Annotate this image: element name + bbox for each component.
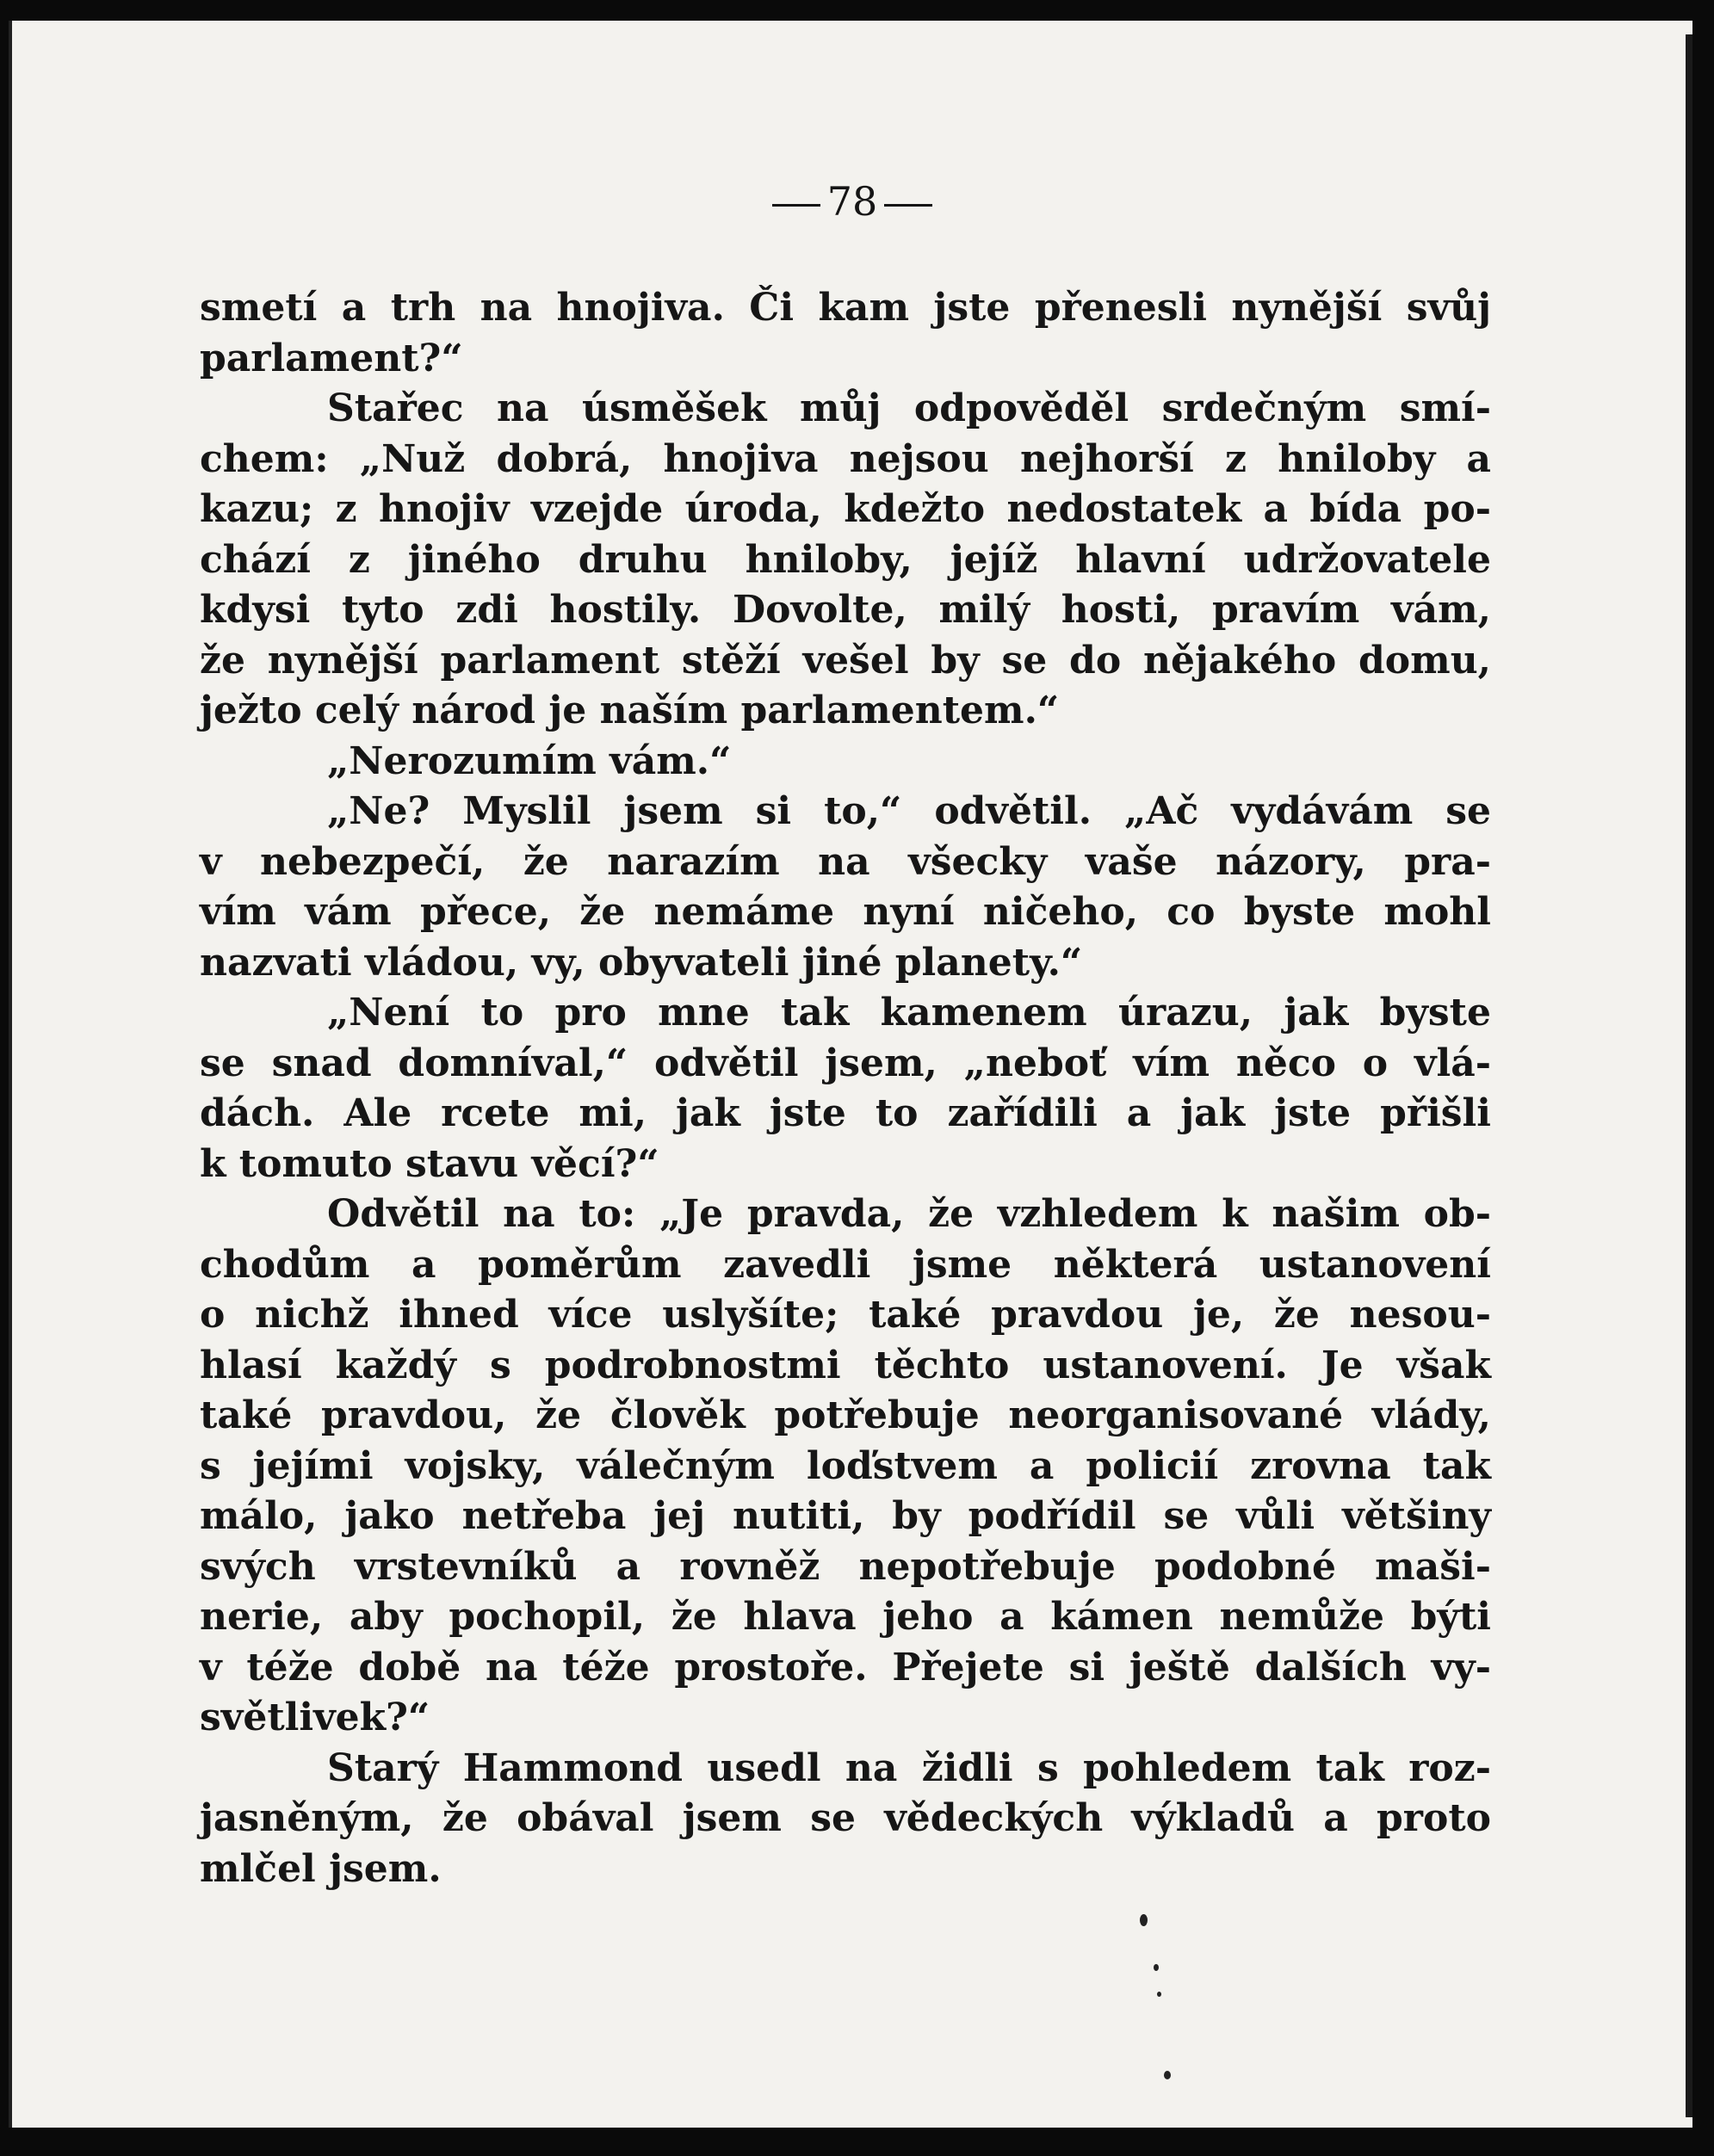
body-text bbox=[200, 283, 1491, 1894]
text-line: smetí a trh na hnojiva. Či kam jste přenesli nynější svůj bbox=[200, 286, 1491, 330]
text-line: Odvětil na to: „Je pravda, že vzhledem k našim ob- bbox=[327, 1192, 1491, 1236]
text-line: chodům a poměrům zavedli jsme některá ustanovení bbox=[200, 1242, 1491, 1287]
text-line: hlasí každý s podrobnostmi těchto ustanovení. Je však bbox=[200, 1343, 1491, 1387]
text-line: chem: „Nuž dobrá, hnojiva nejsou nejhorší z hniloby a bbox=[200, 436, 1491, 481]
text-line: o nichž ihned více uslyšíte; také pravdou je, že nesou- bbox=[200, 1293, 1491, 1337]
paragraph bbox=[200, 1189, 1491, 1744]
text-line: v nebezpečí, že narazím na všecky vaše názory, pra- bbox=[200, 839, 1491, 884]
ink-speck bbox=[1157, 1992, 1161, 1997]
ink-speck bbox=[1154, 1964, 1159, 1971]
text-line: jasněným, že obával jsem se vědeckých výkladů a proto bbox=[200, 1796, 1491, 1840]
ink-speck bbox=[1164, 2071, 1171, 2079]
text-line: světlivek?“ bbox=[200, 1696, 430, 1739]
text-line: nerie, aby pochopil, že hlava jeho a kámen nemůže býti bbox=[200, 1595, 1491, 1639]
text-line: „Ne? Myslil jsem si to,“ odvětil. „Ač vydávám se bbox=[327, 789, 1491, 833]
ink-speck bbox=[1140, 1914, 1148, 1926]
text-line: s jejími vojsky, válečným loďstvem a policií zrovna tak bbox=[200, 1443, 1491, 1488]
paragraph bbox=[200, 1744, 1491, 1895]
text-line: se snad domníval,“ odvětil jsem, „neboť vím něco o vlá- bbox=[200, 1041, 1491, 1085]
text-line: Stařec na úsměšek můj odpověděl srdečným smí- bbox=[327, 386, 1491, 430]
text-line: Starý Hammond usedl na židli s pohledem tak roz- bbox=[327, 1745, 1491, 1790]
text-line: mlčel jsem. bbox=[200, 1846, 442, 1891]
page-edge-shadow bbox=[1686, 34, 1692, 2117]
page-number: 78 bbox=[826, 178, 878, 225]
text-line: kazu; z hnojiv vzejde úroda, kdežto nedostatek a bída po- bbox=[200, 487, 1491, 531]
text-line: málo, jako netřeba jej nutiti, by podřídil se vůli většiny bbox=[200, 1494, 1491, 1538]
text-line: že nynější parlament stěží vešel by se do nějakého domu, bbox=[200, 638, 1491, 683]
paragraph bbox=[200, 787, 1491, 988]
text-line: „Nerozumím vám.“ bbox=[327, 738, 732, 783]
text-line: svých vrstevníků a rovněž nepotřebuje podobné maši- bbox=[200, 1544, 1491, 1589]
text-line: nazvati vládou, vy, obyvateli jiné planety.“ bbox=[200, 940, 1083, 985]
paragraph bbox=[200, 737, 1491, 788]
paragraph bbox=[200, 283, 1491, 384]
text-line: kdysi tyto zdi hostily. Dovolte, milý hosti, pravím vám, bbox=[200, 588, 1491, 632]
page-header bbox=[12, 176, 1692, 227]
text-line: také pravdou, že člověk potřebuje neorganisované vlády, bbox=[200, 1393, 1491, 1437]
paragraph bbox=[200, 988, 1491, 1189]
text-line: ježto celý národ je naším parlamentem.“ bbox=[200, 689, 1060, 732]
header-dash-right bbox=[884, 204, 932, 207]
text-line: parlament?“ bbox=[200, 336, 463, 380]
book-page bbox=[9, 21, 1692, 2128]
text-line: vím vám přece, že nemáme nyní ničeho, co byste mohl bbox=[200, 890, 1491, 934]
header-dash-left bbox=[772, 204, 820, 207]
text-line: k tomuto stavu věcí?“ bbox=[200, 1141, 659, 1186]
text-line: dách. Ale rcete mi, jak jste to zařídili a jak jste přišli bbox=[200, 1091, 1491, 1135]
text-line: „Není to pro mne tak kamenem úrazu, jak byste bbox=[327, 991, 1491, 1035]
text-line: v téže době na téže prostoře. Přejete si ještě dalších vy- bbox=[200, 1645, 1491, 1690]
text-line: chází z jiného druhu hniloby, jejíž hlavní udržovatele bbox=[200, 537, 1491, 582]
paragraph bbox=[200, 384, 1491, 737]
